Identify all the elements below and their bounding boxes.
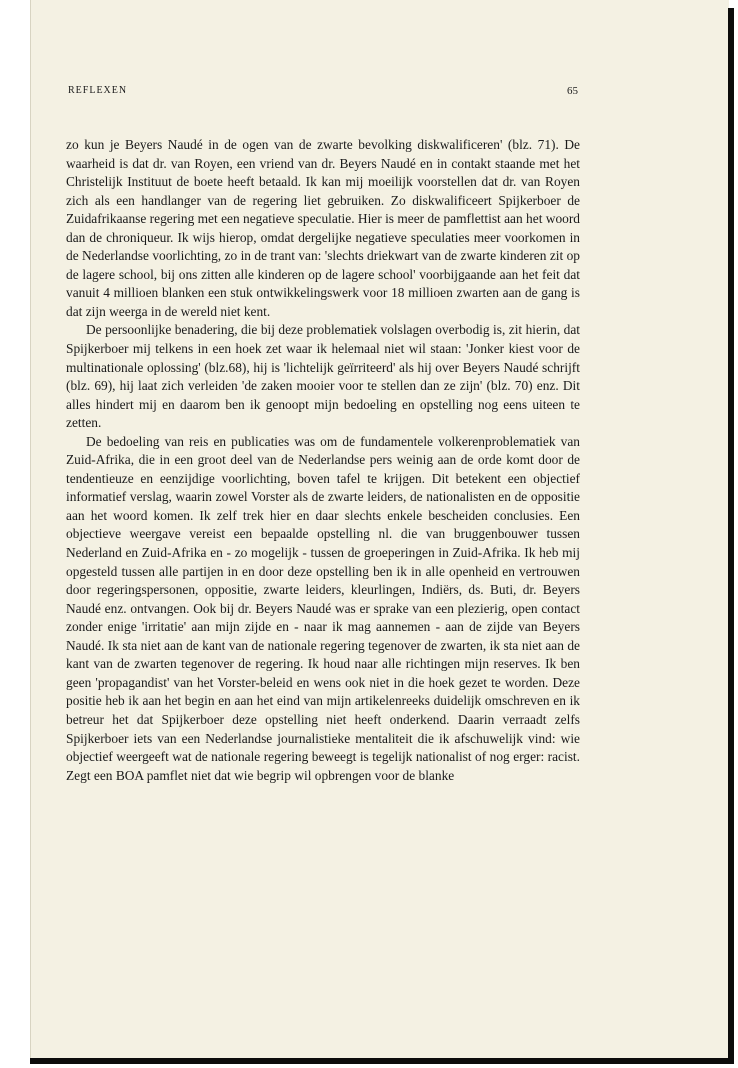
body-text bbox=[66, 136, 580, 785]
running-head-title: REFLEXEN bbox=[68, 85, 128, 96]
paragraph-3: De bedoeling van reis en publicaties was om de fundamentele volkerenproblematiek van Zuid-Afrika, die in een groot deel van de Nederlandse pers weinig aan de orde komt door de tendentieuze en eenzijdige voorlichting, boven tafel te krijgen. Dit betekent een objectief informatief verslag, waarin zowel Vorster als de zwarte leiders, de nationalisten en de oppositie aan het woord komen. Ik zelf trek hier en daar slechts enkele bescheiden conclusies. Een objectieve weergave vereist een bepaalde opstelling nl. die van bruggenbouwer tussen Nederland en Zuid-Afrika en - zo mogelijk - tussen de groeperingen in Zuid-Afrika. Ik heb mij opgesteld tussen alle partijen in en door deze opstelling ben ik in alle openheid en vertrouwen door regeringspersonen, oppositie, zwarte leiders, kleurlingen, Indiërs, ds. Buti, dr. Beyers Naudé enz. ontvangen. Ook bij dr. Beyers Naudé was er sprake van een plezierig, open contact zonder enige 'irritatie' aan mijn zijde en - naar ik mag aannemen - aan de zijde van Beyers Naudé. Ik sta niet aan de kant van de nationale regering tegenover de zwarten, ik sta niet aan de kant van de zwarten tegenover de regering. Ik houd naar alle richtingen mijn reserves. Ik ben geen 'propagandist' van het Vorster-beleid en wens ook niet in die hoek gezet te worden. Deze positie heb ik aan het begin en aan het eind van mijn artikelenreeks duidelijk omschreven en ik betreur het dat Spijkerboer deze opstelling niet heeft onderkend. Daarin verraadt zelfs Spijkerboer iets van een Nederlandse journalistieke mentaliteit die ik afschuwelijk vind: wie objectief weergeeft wat de nationale regering beweegt is tegelijk nationalist of nog erger: racist. Zegt een BOA pamflet niet dat wie begrip wil opbrengen voor de blanke bbox=[66, 433, 580, 783]
scan-border-bottom bbox=[30, 1058, 734, 1064]
paragraph-2: De persoonlijke benadering, die bij deze problematiek volslagen overbodig is, zit hierin, dat Spijkerboer mij telkens in een hoek zet waar ik helemaal niet wil staan: 'Jonker kiest voor de multinationale oplossing' (blz.68), hij is 'lichtelijk geïrriteerd' als hij over Beyers Naudé schrijft (blz. 69), hij laat zich verleiden 'de zaken mooier voor te stellen dan ze zijn' (blz. 70) enz. Dit alles hindert mij en daarom ben ik genoopt mijn bedoeling en opstelling nog eens uiteen te zetten. bbox=[66, 322, 580, 431]
scan-border-right bbox=[728, 8, 734, 1064]
paragraph-1: zo kun je Beyers Naudé in de ogen van de zwarte bevolking diskwalificeren' (blz. 71). De waarheid is dat dr. van Royen, een vriend van dr. Beyers Naudé en in contakt staande met het Christelijk Instituut de boete heeft betaald. Ik kan mij moeilijk voorstellen dat dr. van Royen zich als een handlanger van de regering liet gebruiken. Zo diskwalificeert Spijkerboer de Zuidafrikaanse regering met een negatieve speculatie. Hier is meer de pamflettist aan het woord dan de chroniqueur. Ik wijs hierop, omdat dergelijke negatieve speculaties meer voorkomen in de Nederlandse voorlichting, zo in de trant van: 'slechts driekwart van de zwarte kinderen zit op de lagere school, bij ons zitten alle kinderen op de lagere school' voorbijgaande aan het feit dat vanuit 4 millioen blanken een stuk ontwikkelingswerk voor 18 millioen zwarten aan de gang is dat zijn weerga in de wereld niet kent. bbox=[66, 137, 580, 319]
running-head bbox=[68, 85, 578, 101]
page-number: 65 bbox=[567, 85, 578, 97]
